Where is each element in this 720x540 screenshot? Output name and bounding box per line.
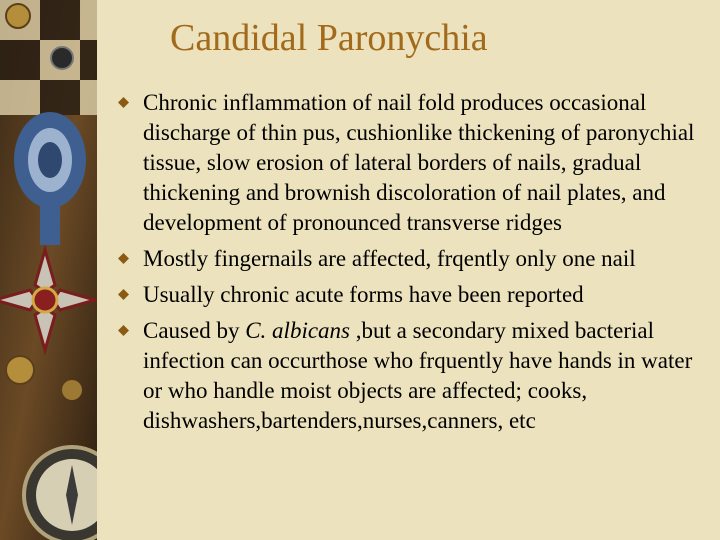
bullet-text: Chronic inflammation of nail fold produces occasional discharge of thin pus, cushionlike thickening of paronychial tissue, slow erosion of lateral borders of nails, gradual thickening and brownish discoloration of nail plates, and development of pronounced transverse ridges [143,90,695,235]
organism-name: C. albicans [245,318,350,343]
side-decoration-image [0,0,97,540]
bullet-text-suffix: ,but a secondary mixed bacterial infection can occurthose who frquently have hands in water or who handle moist objects are affected; cooks, dishwashers,bartenders,nurses,canners, etc [143,318,693,433]
medal-compass-decoration-icon [0,0,97,540]
bullet-text: Mostly fingernails are affected, frqently only one nail [143,246,636,271]
slide-title: Candidal Paronychia [170,17,488,59]
bullet-list [118,88,708,442]
list-item [118,280,708,310]
diamond-bullet-icon [118,325,129,336]
bullet-text-prefix: Caused by [143,318,246,343]
list-item [118,244,708,274]
diamond-bullet-icon [118,97,129,108]
diamond-bullet-icon [118,253,129,264]
list-item [118,316,708,436]
list-item [118,88,708,238]
bullet-text: Usually chronic acute forms have been reported [143,282,584,307]
diamond-bullet-icon [118,289,129,300]
